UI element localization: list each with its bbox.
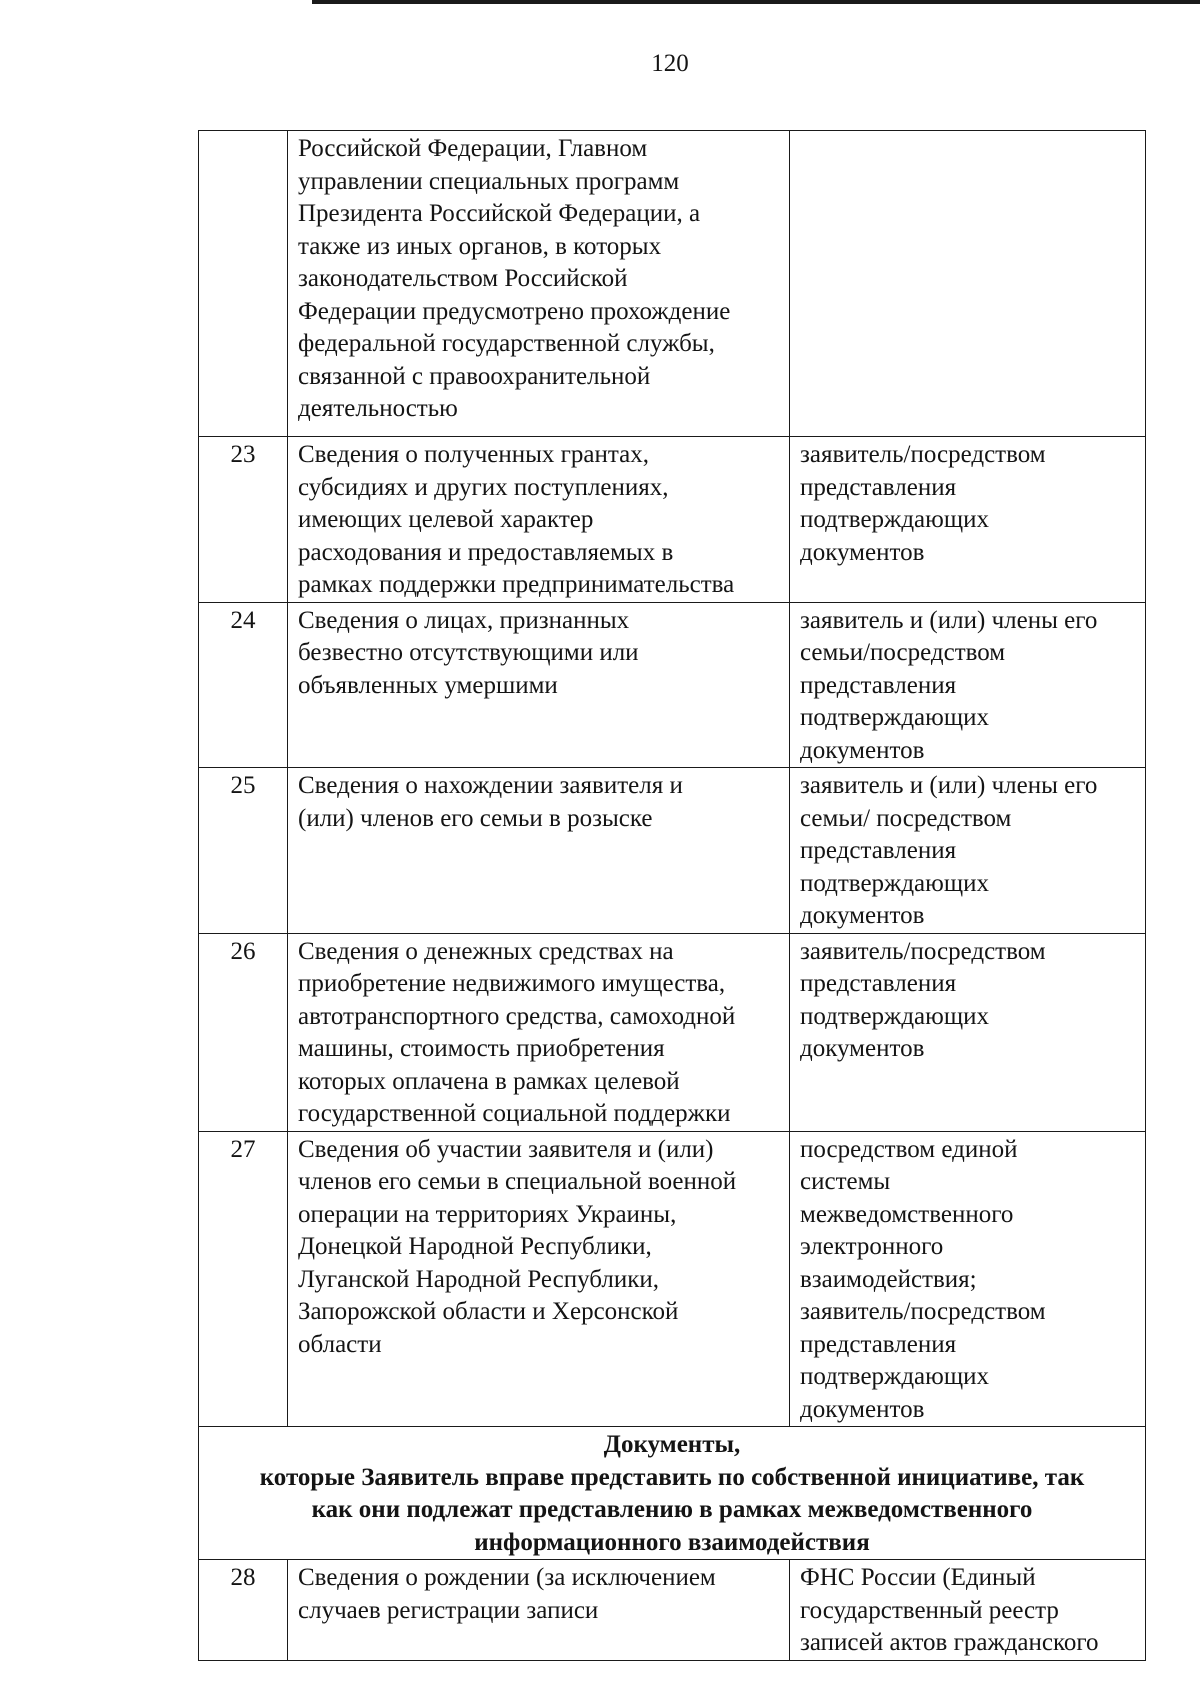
row-source: заявитель/посредством представления подтверждающих документов	[790, 933, 1146, 1131]
row-source	[790, 131, 1146, 437]
row-number: 26	[199, 933, 288, 1131]
table-row	[199, 933, 1146, 1131]
table-row	[199, 131, 1146, 437]
row-description: Сведения о лицах, признанных безвестно отсутствующими или объявленных умершими	[288, 602, 790, 768]
row-number	[199, 131, 288, 437]
row-number: 27	[199, 1131, 288, 1427]
row-source: заявитель и (или) члены его семьи/ посредством представления подтверждающих документов	[790, 768, 1146, 934]
section-heading: Документы, которые Заявитель вправе представить по собственной инициативе, так как они подлежат представлению в рамках межведомственного информационного взаимодействия	[199, 1427, 1146, 1560]
table-row	[199, 1560, 1146, 1661]
row-description: Сведения о рождении (за исключением случаев регистрации записи	[288, 1560, 790, 1661]
row-number: 24	[199, 602, 288, 768]
row-number: 23	[199, 437, 288, 603]
table-row	[199, 768, 1146, 934]
row-description: Российской Федерации, Главном управлении специальных программ Президента Российской Федерации, а также из иных органов, в которых законодательством Российской Федерации предусмотрено прохождение федеральной государственной службы, связанной с правоохранительной деятельностью	[288, 131, 790, 437]
row-source: посредством единой системы межведомственного электронного взаимодействия; заявитель/посредством представления подтверждающих документов	[790, 1131, 1146, 1427]
row-description: Сведения об участии заявителя и (или) членов его семьи в специальной военной операции на территориях Украины, Донецкой Народной Республики, Луганской Народной Республики, Запорожской области и Херсонской области	[288, 1131, 790, 1427]
table-row	[199, 602, 1146, 768]
row-source: ФНС России (Единый государственный реестр записей актов гражданского	[790, 1560, 1146, 1661]
row-number: 25	[199, 768, 288, 934]
row-number: 28	[199, 1560, 288, 1661]
row-source: заявитель/посредством представления подтверждающих документов	[790, 437, 1146, 603]
row-description: Сведения о нахождении заявителя и (или) членов его семьи в розыске	[288, 768, 790, 934]
page-number: 120	[651, 50, 689, 77]
row-source: заявитель и (или) члены его семьи/посредством представления подтверждающих документов	[790, 602, 1146, 768]
row-description: Сведения о денежных средствах на приобретение недвижимого имущества, автотранспортного средства, самоходной машины, стоимость приобретения которых оплачена в рамках целевой государственной социальной поддержки	[288, 933, 790, 1131]
top-border-line	[312, 0, 1200, 4]
row-description: Сведения о полученных грантах, субсидиях и других поступлениях, имеющих целевой характер расходования и предоставляемых в рамках поддержки предпринимательства	[288, 437, 790, 603]
table-row	[199, 437, 1146, 603]
documents-table	[198, 130, 1146, 1661]
section-heading-row	[199, 1427, 1146, 1560]
table-row	[199, 1131, 1146, 1427]
